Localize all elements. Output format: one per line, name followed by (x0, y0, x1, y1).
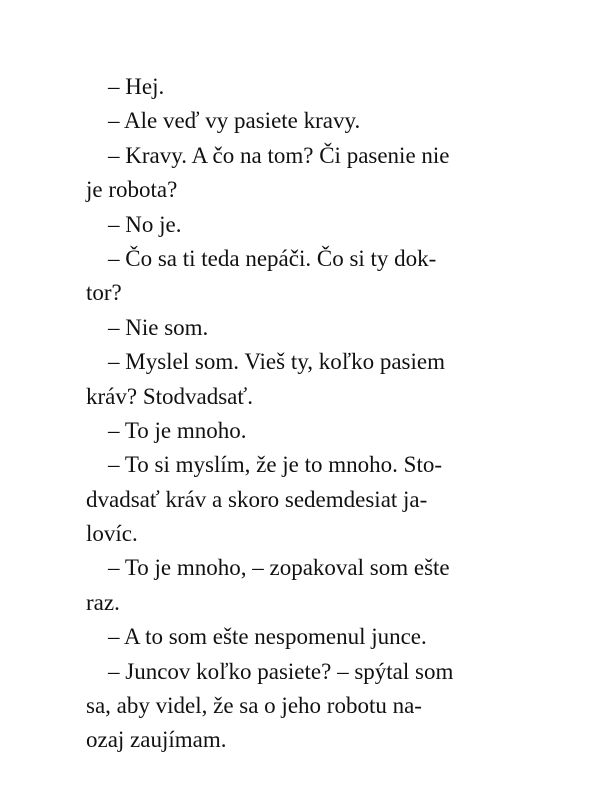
text-line: – No je. (108, 211, 182, 237)
text-line: ozaj zaujímam. (86, 727, 227, 753)
text-line: lovíc. (86, 521, 138, 547)
text-line: – Nie som. (108, 314, 209, 340)
text-line: – To si myslím, že je to mnoho. Sto- (108, 452, 443, 478)
text-line: je robota? (86, 177, 178, 203)
text-line: raz. (86, 589, 120, 615)
text-line: – A to som ešte nespomenul junce. (108, 624, 427, 650)
text-line: – Čo sa ti teda nepáči. Čo si ty dok- (108, 245, 437, 271)
text-line: – To je mnoho. (108, 417, 247, 443)
text-line: – Myslel som. Vieš ty, koľko pasiem (108, 349, 445, 375)
text-line: – Ale veď vy pasiete kravy. (108, 108, 361, 134)
text-line: – Hej. (108, 74, 165, 99)
dialogue-text (86, 70, 528, 758)
text-line: dvadsať kráv a skoro sedemdesiat ja- (86, 486, 428, 512)
text-line: kráv? Stodvadsať. (86, 383, 253, 409)
text-line: – To je mnoho, – zopakoval som ešte (108, 555, 450, 581)
text-line: sa, aby videl, že sa o jeho robotu na- (86, 693, 422, 719)
text-line: – Kravy. A čo na tom? Či pasenie nie (108, 142, 450, 168)
text-line: tor? (86, 280, 122, 306)
text-line: – Juncov koľko pasiete? – spýtal som (108, 658, 454, 684)
